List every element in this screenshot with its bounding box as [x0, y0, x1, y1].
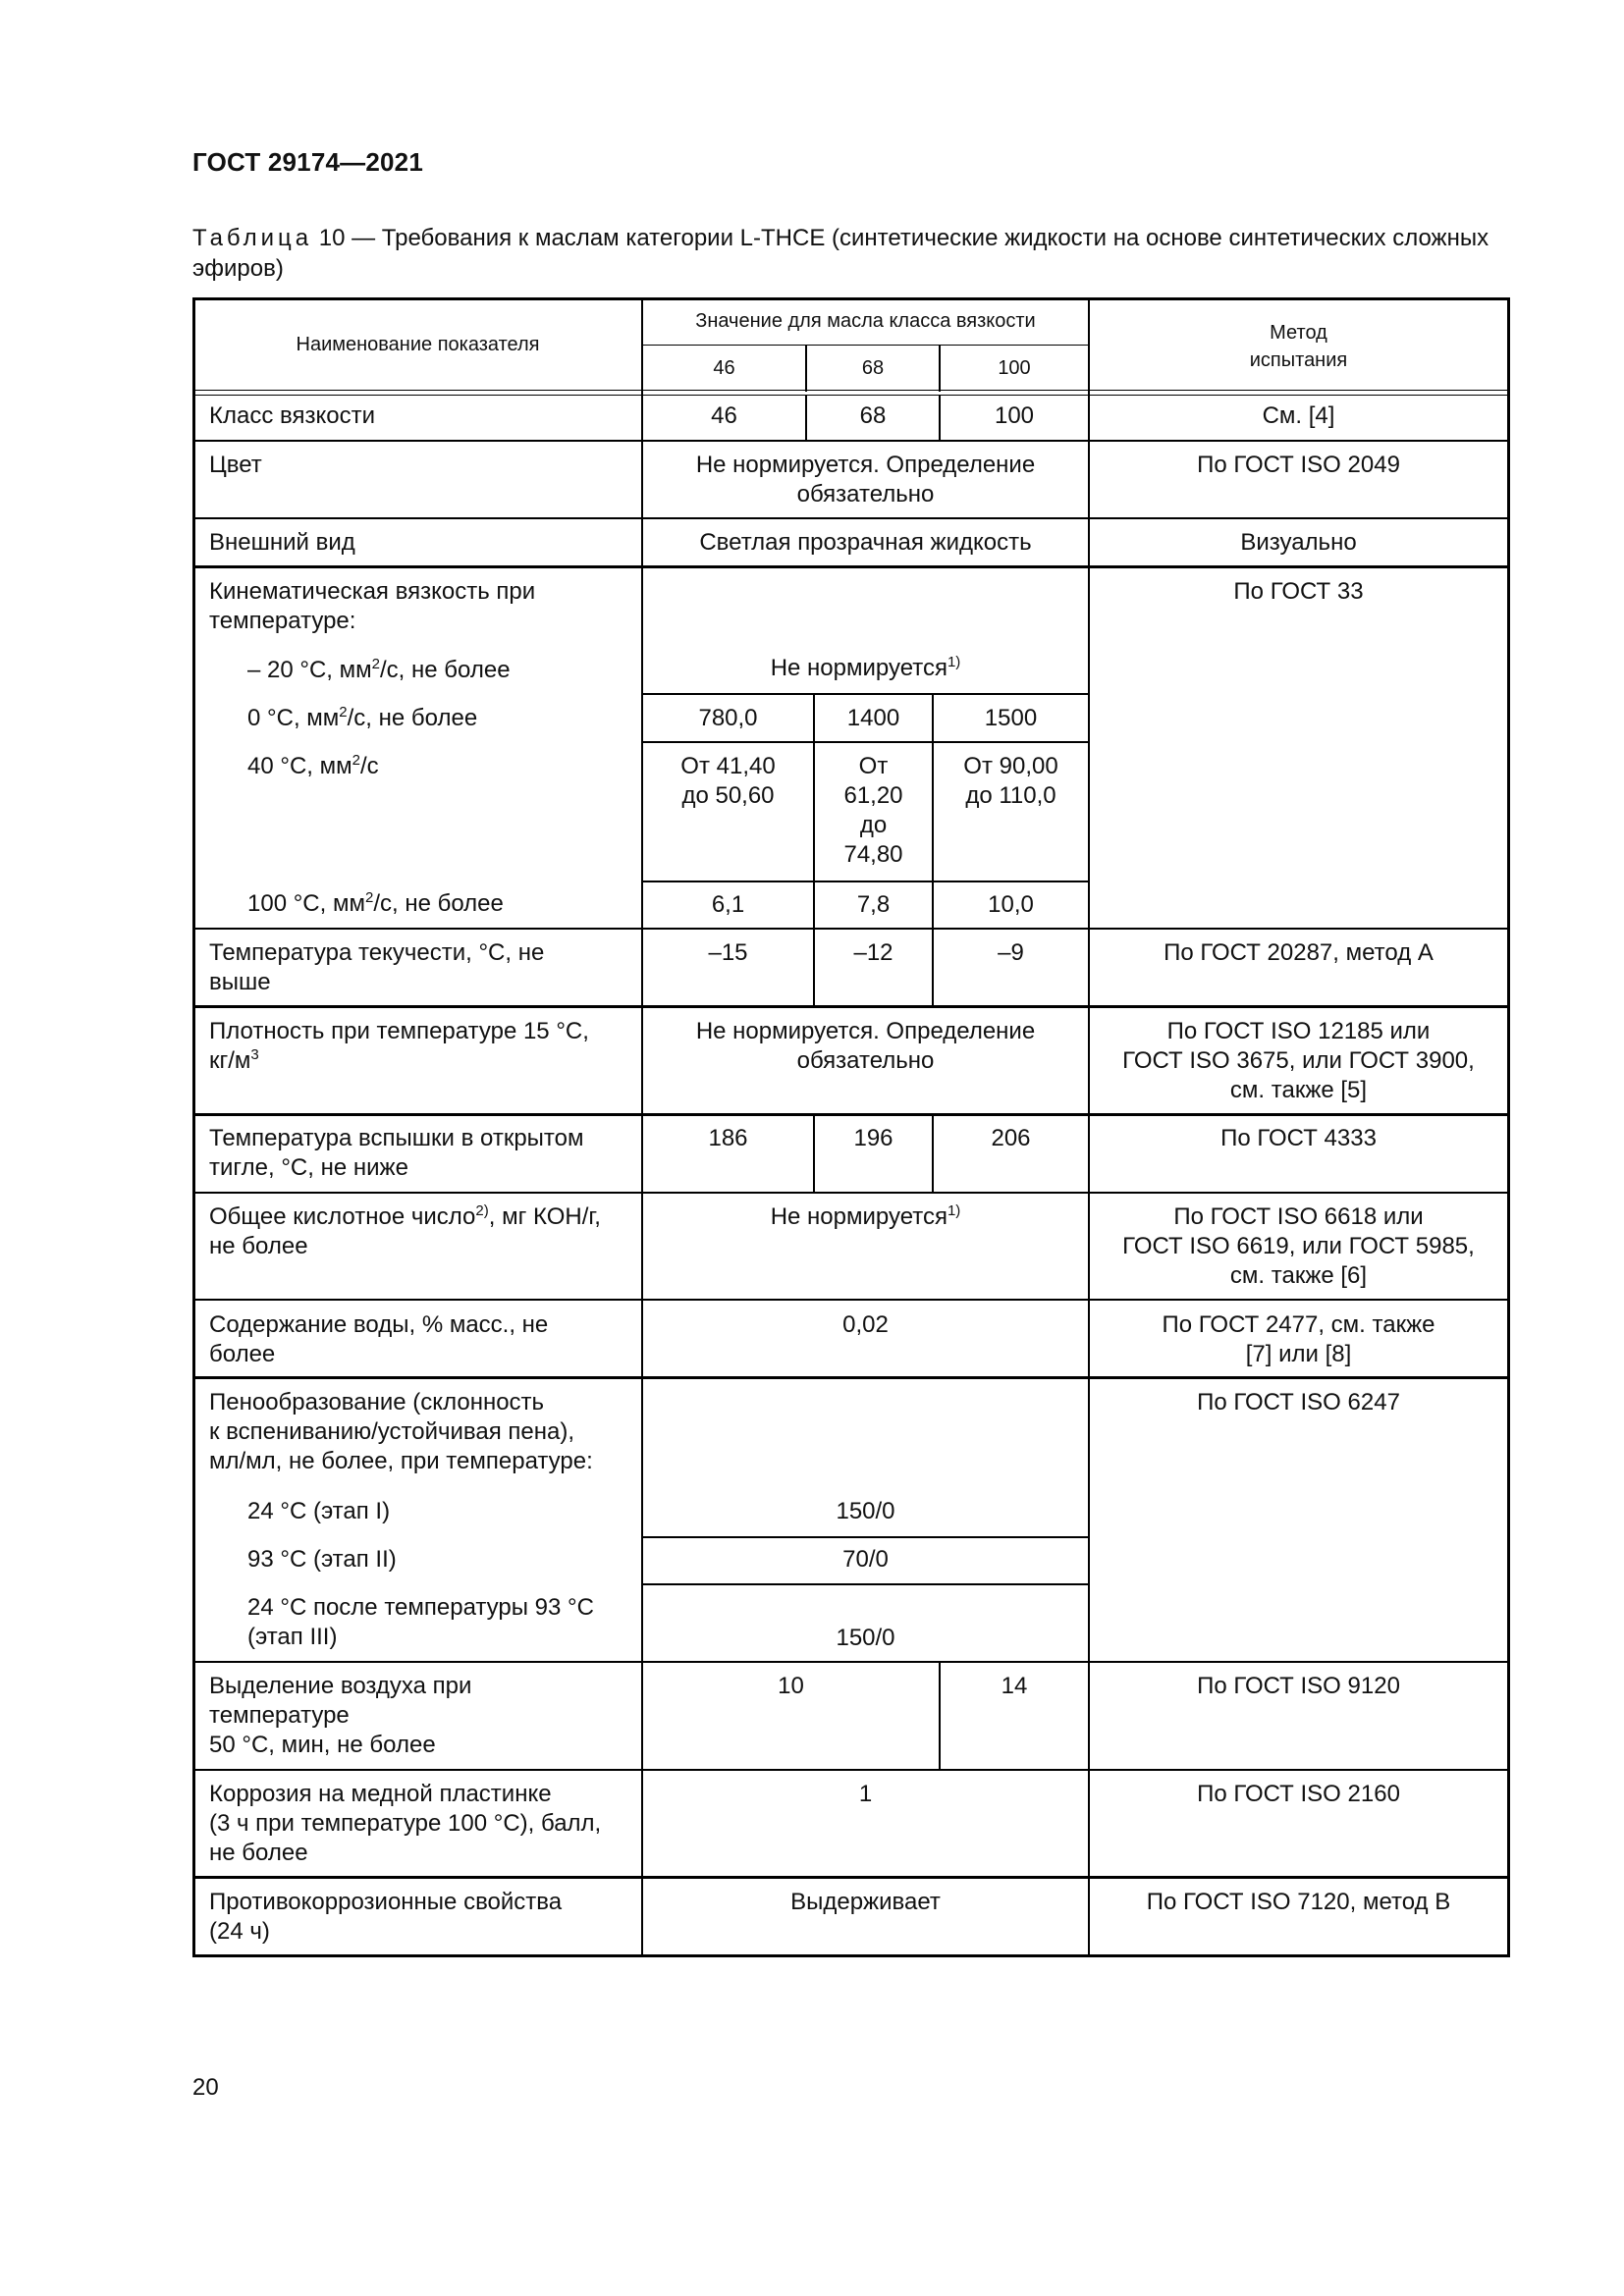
- cell-anticorrosion-method: По ГОСТ ISO 7120, метод B: [1146, 1889, 1451, 1915]
- row-name-flash-point: Температура вспышки в открытом тигле, °C, не ниже: [209, 1125, 584, 1181]
- row-name-acid-number: Общее кислотное число$^{2)}$, мг КОН/г, не более: [209, 1202, 601, 1259]
- cell-flash-point-46: 186: [708, 1125, 748, 1151]
- cell-100c-68: 7,8: [856, 891, 891, 918]
- cell-viscosity-class-100: 100: [994, 402, 1035, 429]
- cell-pour-point-method: По ГОСТ 20287, метод А: [1164, 939, 1434, 966]
- cell-foaming-method: По ГОСТ ISO 6247: [1197, 1389, 1400, 1415]
- row-name-kinematic-viscosity: Кинематическая вязкость при температуре:: [209, 578, 536, 634]
- cell-copper-corrosion-method: По ГОСТ ISO 2160: [1197, 1781, 1400, 1807]
- cell-copper-corrosion-value: 1: [858, 1781, 873, 1807]
- subrow-label-100: 100 °C, $мм^2/с$, не более: [247, 889, 504, 917]
- row-name-anticorrosion: Противокоррозионные свойства (24 ч): [209, 1889, 563, 1945]
- row-name-copper-corrosion: Коррозия на медной пластинке (3 ч при температуре 100 °C), балл, не более: [209, 1781, 602, 1866]
- cell-flash-point-68: 196: [853, 1125, 893, 1151]
- cell-kinematic-method: По ГОСТ 33: [1233, 578, 1364, 605]
- cell-flash-point-100: 206: [991, 1125, 1031, 1151]
- page-number: 20: [192, 2074, 219, 2101]
- cell-pour-point-68: –12: [853, 939, 893, 966]
- header-class-46: 46: [713, 357, 735, 379]
- cell-flash-point-method: По ГОСТ 4333: [1220, 1125, 1377, 1151]
- row-name-viscosity-class: Класс вязкости: [209, 402, 375, 429]
- caption-prefix: Таблица: [192, 225, 313, 251]
- cell-color-value: Не нормируется. Определение обязательно: [695, 452, 1036, 507]
- cell-viscosity-class-68: 68: [859, 402, 887, 429]
- subrow-label-stage3: 24 °C после температуры 93 °C (этап III): [247, 1594, 594, 1650]
- subrow-label-minus20: – 20 °C, $мм^2/с$, не более: [247, 656, 511, 683]
- row-name-color: Цвет: [209, 452, 262, 478]
- subrow-label-stage2: 93 °C (этап II): [247, 1546, 397, 1573]
- cell-0c-68: 1400: [846, 705, 900, 731]
- cell-viscosity-class-method: См. [4]: [1262, 402, 1335, 429]
- cell-stage1-value: 150/0: [836, 1498, 895, 1524]
- row-name-density: Плотность при температуре 15 °C, $кг/м^3$: [209, 1018, 589, 1074]
- caption-text: 10 — Требования к маслам категории L-THCE (синтетические жидкости на основе синтетических сложных эфиров): [192, 225, 1489, 282]
- cell-100c-100: 10,0: [988, 891, 1034, 918]
- header-class-100: 100: [998, 357, 1031, 379]
- cell-acid-number-value: Не нормируется$^{1)}$: [770, 1202, 961, 1230]
- header-name: Наименование показателя: [296, 334, 540, 355]
- row-name-air-release: Выделение воздуха при температуре 50 °C, мин, не более: [209, 1673, 472, 1758]
- cell-air-release-method: По ГОСТ ISO 9120: [1197, 1673, 1400, 1699]
- subrow-label-stage1: 24 °C (этап I): [247, 1498, 391, 1524]
- cell-air-release-100: 14: [1001, 1673, 1028, 1699]
- cell-pour-point-46: –15: [708, 939, 748, 966]
- cell-acid-number-method: По ГОСТ ISO 6618 или ГОСТ ISO 6619, или ГОСТ 5985, см. также [6]: [1122, 1203, 1475, 1289]
- cell-air-release-46-68: 10: [778, 1673, 804, 1699]
- row-name-foaming: Пенообразование (склонность к вспениванию/устойчивая пена), мл/мл, не более, при температуре:: [209, 1389, 593, 1474]
- cell-40c-46: От 41,40 до 50,60: [680, 753, 776, 809]
- cell-anticorrosion-value: Выдерживает: [790, 1889, 941, 1915]
- cell-stage2-value: 70/0: [842, 1546, 889, 1573]
- cell-appearance-value: Светлая прозрачная жидкость: [699, 529, 1032, 556]
- header-class-68: 68: [861, 357, 885, 379]
- cell-color-method: По ГОСТ ISO 2049: [1197, 452, 1400, 478]
- subrow-label-0: 0 °C, $мм^2/с$, не более: [247, 704, 478, 731]
- cell-100c-46: 6,1: [711, 891, 745, 918]
- row-name-appearance: Внешний вид: [209, 529, 355, 556]
- document-code: ГОСТ 29174—2021: [192, 147, 423, 177]
- cell-40c-100: От 90,00 до 110,0: [963, 753, 1058, 809]
- cell-appearance-method: Визуально: [1240, 529, 1357, 556]
- cell-water-method: По ГОСТ 2477, см. также [7] или [8]: [1162, 1311, 1435, 1367]
- header-method: Метод испытания: [1249, 322, 1348, 371]
- cell-0c-100: 1500: [984, 705, 1038, 731]
- header-value-group: Значение для масла класса вязкости: [695, 310, 1036, 332]
- cell-water-value: 0,02: [842, 1311, 889, 1338]
- row-name-pour-point: Температура текучести, °C, не выше: [209, 939, 545, 995]
- cell-density-value: Не нормируется. Определение обязательно: [695, 1018, 1036, 1074]
- cell-pour-point-100: –9: [998, 939, 1024, 966]
- cell-density-method: По ГОСТ ISO 12185 или ГОСТ ISO 3675, или ГОСТ 3900, см. также [5]: [1122, 1018, 1475, 1103]
- cell-minus20-value: Не нормируется$^{1)}$: [770, 654, 961, 681]
- row-name-water: Содержание воды, % масс., не более: [209, 1311, 549, 1367]
- cell-40c-68: От 61,20 до 74,80: [843, 753, 903, 868]
- subrow-label-40: 40 °C, $мм^2/с$: [247, 752, 379, 779]
- cell-viscosity-class-46: 46: [711, 402, 737, 429]
- cell-0c-46: 780,0: [698, 705, 758, 731]
- cell-stage3-value: 150/0: [836, 1625, 895, 1651]
